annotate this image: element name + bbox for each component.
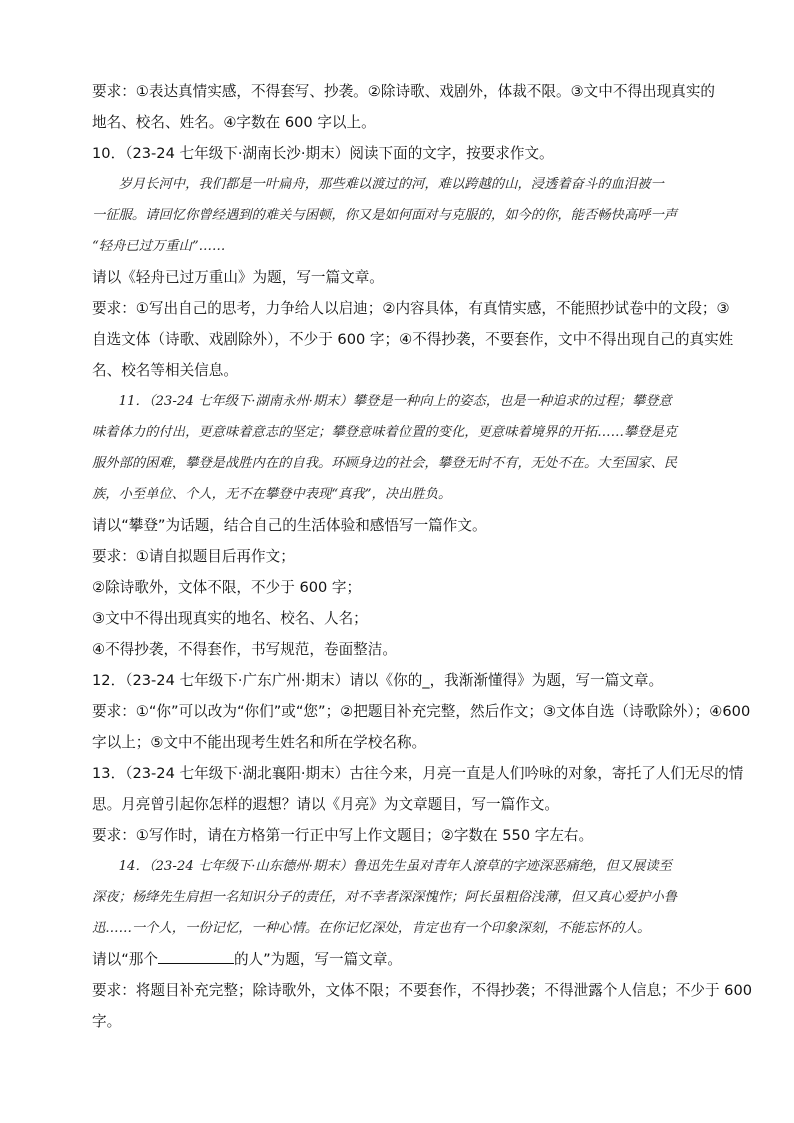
prompt-passage-line: 族，小至单位、个人，无不在攀登中表现“真我”，决出胜负。 (92, 487, 452, 502)
document-page (92, 76, 753, 1037)
text-line: ④不得抄袭，不得套作，书写规范，卷面整洁。 (92, 641, 397, 658)
text-line: 12．（23-24 七年级下·广东广州·期末）请以《你的_，我渐渐懂得》为题，写一篇文章。 (92, 672, 664, 689)
prompt-passage-line: 迅……一个人，一份记忆，一种心情。在你记忆深处，肯定也有一个印象深刻，不能忘怀的人。 (92, 921, 651, 936)
text-line: 13．（23-24 七年级下·湖北襄阳·期末）古往今来，月亮一直是人们吟咏的对象，寄托了人们无尽的情 (92, 765, 744, 782)
text-line: 地名、校名、姓名。④字数在 600 字以上。 (92, 114, 376, 131)
text-line: 要求：将题目补充完整；除诗歌外，文体不限；不要套作，不得抄袭；不得泄露个人信息；不少于 600 (92, 982, 753, 999)
prompt-passage-line: 服外部的困难，攀登是战胜内在的自我。环顾身边的社会，攀登无时不有，无处不在。大至国家、民 (92, 456, 678, 471)
prompt-passage-line: 味着体力的付出，更意味着意志的坚定；攀登意味着位置的变化，更意味着境界的开拓……攀登是克 (92, 425, 678, 440)
prompt-passage-line: 深夜；杨绛先生肩担一名知识分子的责任，对不幸者深深愧怍；阿长虽粗俗浅薄，但又真心爱护小鲁 (92, 890, 678, 905)
title-prefix: 请以“那个 (92, 951, 158, 968)
text-line: 要求：①写作时，请在方格第一行正中写上作文题目；②字数在 550 字左右。 (92, 827, 594, 844)
text-line: 要求：①写出自己的思考，力争给人以启迪；②内容具体，有真情实感，不能照抄试卷中的文段；③ (92, 300, 730, 317)
text-line: 自选文体（诗歌、戏剧除外），不少于 600 字；④不得抄袭，不要套作，文中不得出现自己的真实姓 (92, 331, 734, 348)
text-line: 要求：①“你”可以改为“你们”或“您”；②把题目补充完整，然后作文；③文体自选（诗歌除外）；④600 (92, 703, 751, 720)
text-line: 10．（23-24 七年级下·湖南长沙·期末）阅读下面的文字，按要求作文。 (92, 145, 554, 162)
text-line: 字以上；⑤文中不能出现考生姓名和所在学校名称。 (92, 734, 427, 751)
text-line: 要求：①请自拟题目后再作文； (92, 548, 295, 565)
text-line: 请以《轻舟已过万重山》为题，写一篇文章。 (92, 269, 384, 286)
prompt-passage-line: 岁月长河中，我们都是一叶扁舟，那些难以渡过的河，难以跨越的山，浸透着奋斗的血泪被一 (92, 177, 664, 192)
prompt-passage-line: 一征服。请回忆你曾经遇到的难关与困顿，你又是如何面对与克服的，如今的你，能否畅快高呼一声 (92, 208, 678, 223)
text-line: 字。 (92, 1013, 122, 1030)
text-line: 请以“攀登”为话题，结合自己的生活体验和感悟写一篇作文。 (92, 517, 487, 534)
text-line: ②除诗歌外，文体不限，不少于 600 字； (92, 579, 362, 596)
fill-in-title-line (92, 944, 712, 975)
prompt-passage-line: 14．（23-24 七年级下·山东德州·期末）鲁迅先生虽对青年人潦草的字迹深恶痛绝，但又展读至 (92, 859, 672, 874)
title-blank (158, 949, 234, 964)
prompt-passage-line: “轻舟已过万重山”…… (92, 239, 226, 254)
text-line: ③文中不得出现真实的地名、校名、人名； (92, 610, 368, 627)
text-line: 思。月亮曾引起你怎样的遐想？请以《月亮》为文章题目，写一篇作文。 (92, 796, 560, 813)
text-line: 要求：①表达真情实感，不得套写、抄袭。②除诗歌、戏剧外，体裁不限。③文中不得出现真实的 (92, 83, 716, 100)
prompt-passage-line: 11．（23-24 七年级下·湖南永州·期末）攀登是一种向上的姿态，也是一种追求的过程；攀登意 (92, 394, 672, 409)
text-line: 名、校名等相关信息。 (92, 362, 238, 379)
title-suffix: 的人”为题，写一篇文章。 (233, 951, 403, 968)
